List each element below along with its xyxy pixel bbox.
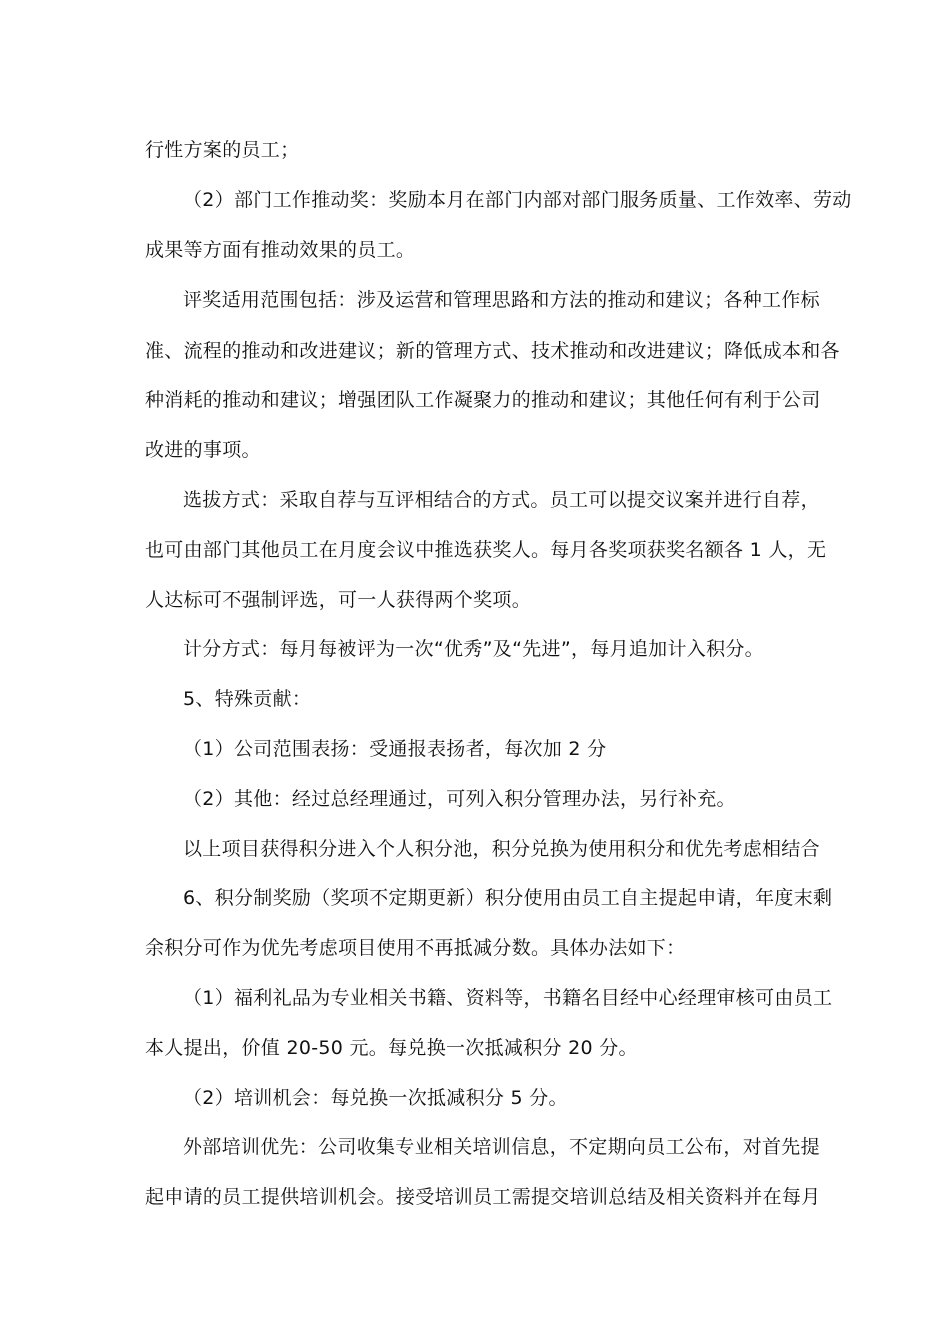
- paragraph-line: 种消耗的推动和建议；增强团队工作凝聚力的推动和建议；其他任何有利于公司: [145, 389, 821, 411]
- paragraph-line: 5、特殊贡献：: [183, 688, 312, 710]
- paragraph-line: （2）部门工作推动奖：奖励本月在部门内部对部门服务质量、工作效率、劳动: [183, 189, 852, 211]
- paragraph-line: 人达标可不强制评选，可一人获得两个奖项。: [145, 589, 532, 611]
- paragraph-line: 准、流程的推动和改进建议；新的管理方式、技术推动和改进建议；降低成本和各: [145, 340, 840, 362]
- paragraph-line: 6、积分制奖励（奖项不定期更新）积分使用由员工自主提起申请，年度末剩: [183, 887, 833, 909]
- paragraph-line: （1）福利礼品为专业相关书籍、资料等，书籍名目经中心经理审核可由员工: [183, 987, 833, 1009]
- paragraph-line: 外部培训优先：公司收集专业相关培训信息，不定期向员工公布，对首先提: [183, 1136, 820, 1158]
- paragraph-line: 评奖适用范围包括：涉及运营和管理思路和方法的推动和建议；各种工作标: [183, 289, 820, 311]
- paragraph-line: 本人提出，价值 20-50 元。每兑换一次抵减积分 20 分。: [145, 1037, 638, 1059]
- paragraph-line: 行性方案的员工；: [145, 139, 300, 161]
- paragraph-line: 以上项目获得积分进入个人积分池，积分兑换为使用积分和优先考虑相结合: [183, 838, 820, 860]
- paragraph-line: 改进的事项。: [145, 439, 261, 461]
- paragraph-line: 计分方式：每月每被评为一次“优秀”及“先进”，每月追加计入积分。: [183, 638, 764, 660]
- paragraph-line: （2）培训机会：每兑换一次抵减积分 5 分。: [183, 1087, 568, 1109]
- paragraph-line: 起申请的员工提供培训机会。接受培训员工需提交培训总结及相关资料并在每月: [145, 1186, 821, 1208]
- paragraph-line: （1）公司范围表扬：受通报表扬者，每次加 2 分: [183, 738, 607, 760]
- paragraph-line: （2）其他：经过总经理通过，可列入积分管理办法，另行补充。: [183, 788, 736, 810]
- paragraph-line: 选拔方式：采取自荐与互评相结合的方式。员工可以提交议案并进行自荐，: [183, 489, 820, 511]
- paragraph-line: 余积分可作为优先考虑项目使用不再抵减分数。具体办法如下：: [145, 937, 686, 959]
- paragraph-line: 也可由部门其他员工在月度会议中推选获奖人。每月各奖项获奖名额各 1 人，无: [145, 539, 827, 561]
- paragraph-line: 成果等方面有推动效果的员工。: [145, 239, 416, 261]
